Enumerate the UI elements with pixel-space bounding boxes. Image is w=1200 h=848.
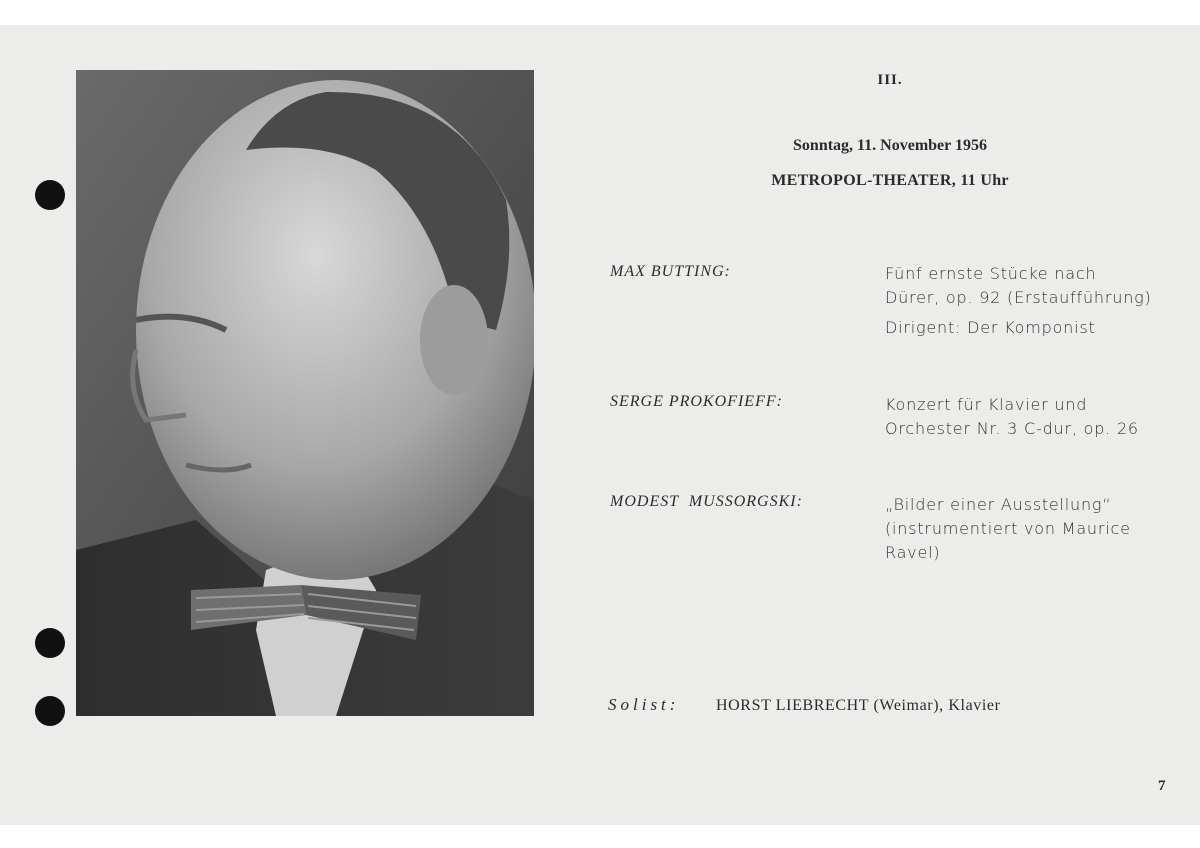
portrait-photo <box>76 70 534 716</box>
work-line: Fünf ernste Stücke nach <box>885 264 1097 283</box>
work-line: „Bilder einer Ausstellung“ <box>885 495 1112 514</box>
composer-name: MODEST MUSSORGSKI: <box>610 493 803 510</box>
work-line: Orchester Nr. 3 C-dur, op. 26 <box>885 419 1139 438</box>
work-line: Ravel) <box>885 543 941 562</box>
page-number: 7 <box>1158 778 1166 794</box>
punch-hole <box>35 628 65 658</box>
composer-name: MAX BUTTING: <box>610 263 731 280</box>
conductor-note: Dirigent: Der Komponist <box>885 318 1096 337</box>
concert-number: III. <box>877 72 903 88</box>
composer-name: SERGE PROKOFIEFF: <box>610 393 783 410</box>
work-line: Konzert für Klavier und <box>885 395 1088 414</box>
work-line: (instrumentiert von Maurice <box>885 519 1131 538</box>
concert-venue: METROPOL-THEATER, 11 Uhr <box>771 172 1009 189</box>
work-title <box>885 493 1131 565</box>
work-title <box>885 393 1139 441</box>
punch-hole <box>35 180 65 210</box>
concert-date: Sonntag, 11. November 1956 <box>793 137 987 154</box>
work-title <box>885 262 1152 340</box>
soloist-name: HORST LIEBRECHT (Weimar), Klavier <box>716 697 1001 714</box>
soloist-label: Solist: <box>608 695 680 714</box>
work-line: Dürer, op. 92 (Erstaufführung) <box>885 288 1152 307</box>
punch-hole <box>35 696 65 726</box>
